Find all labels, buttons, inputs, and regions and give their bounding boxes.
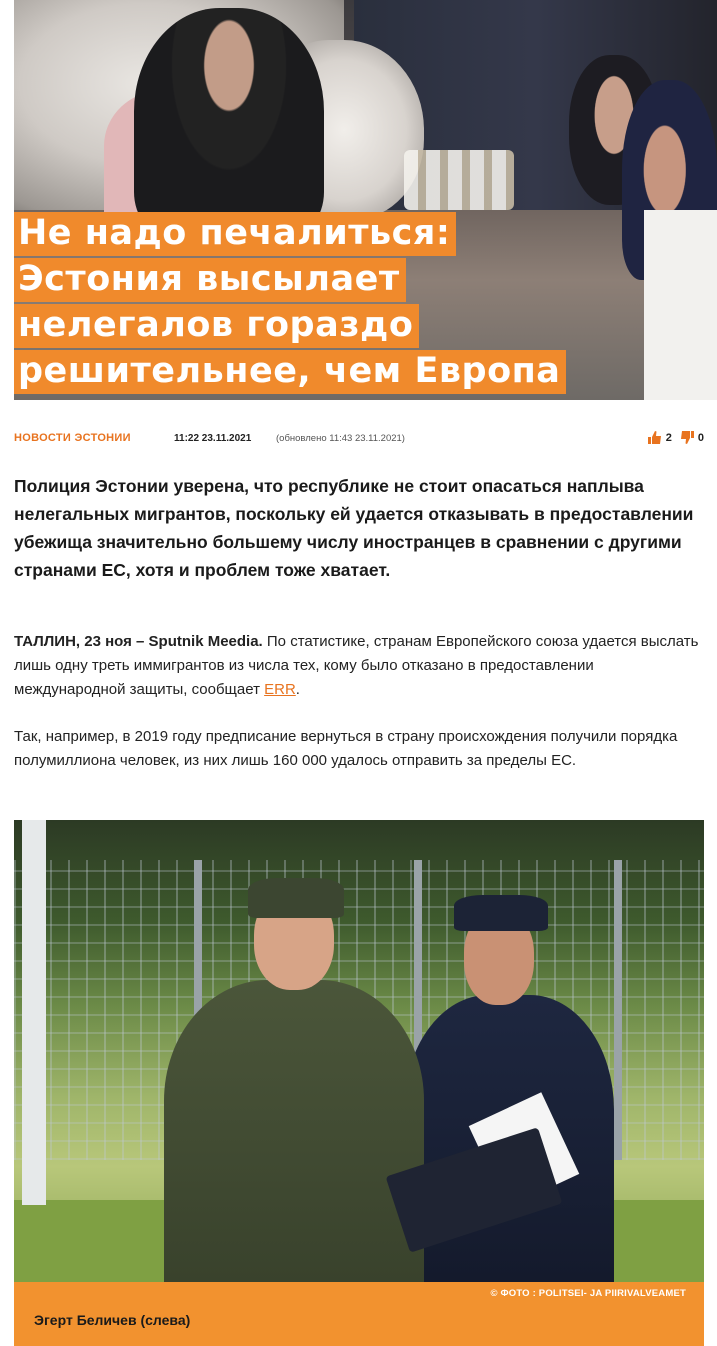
dislikes-count: 0	[697, 431, 704, 444]
headline-line: нелегалов гораздо	[14, 304, 419, 348]
article-headline	[14, 212, 674, 396]
article-paragraph: Так, например, в 2019 году предписание вернуться в страну происхождения получили порядка полумиллиона человек, из них лишь 160 000 удалось отправить за пределы ЕС.	[14, 728, 678, 769]
photo-caption: Эгерт Беличев (слева)	[34, 1312, 191, 1328]
source-link[interactable]: ERR	[264, 681, 296, 698]
category-link[interactable]: НОВОСТИ ЭСТОНИИ	[14, 432, 131, 444]
headline-line: решительнее, чем Европа	[14, 350, 566, 394]
article-photo	[14, 820, 704, 1282]
headline-line: Эстония высылает	[14, 258, 406, 302]
thumbs-down-icon[interactable]	[680, 431, 694, 444]
photo-caption-bar	[14, 1282, 704, 1346]
rating	[648, 431, 704, 444]
article-paragraph	[14, 630, 704, 702]
headline-line: Не надо печалиться:	[14, 212, 456, 256]
likes-count: 2	[665, 431, 672, 444]
dateline: ТАЛЛИН, 23 ноя – Sputnik Meedia.	[14, 633, 263, 650]
updated-time: (обновлено 11:43 23.11.2021)	[276, 433, 405, 444]
photo-credit: © ФОТО : POLITSEI- JA PIIRIVALVEAMET	[490, 1288, 686, 1299]
thumbs-up-icon[interactable]	[648, 431, 662, 444]
publish-time: 11:22 23.11.2021	[174, 433, 252, 444]
paragraph-text: По статистике, странам Европейского союза удается выслать лишь одну треть иммигрантов из числа тех, кому было отказано в предоставлении международной защиты, сообщает	[14, 633, 699, 698]
article-lead: Полиция Эстонии уверена, что республике не стоит опасаться наплыва нелегальных мигрантов, поскольку ей удается отказывать в предоставлении убежища значительно большему числу иностранцев в сравнении с другими странами ЕС, хотя и проблем тоже хватает.	[14, 476, 694, 580]
article-meta	[14, 430, 704, 452]
paragraph-end: .	[295, 681, 300, 698]
